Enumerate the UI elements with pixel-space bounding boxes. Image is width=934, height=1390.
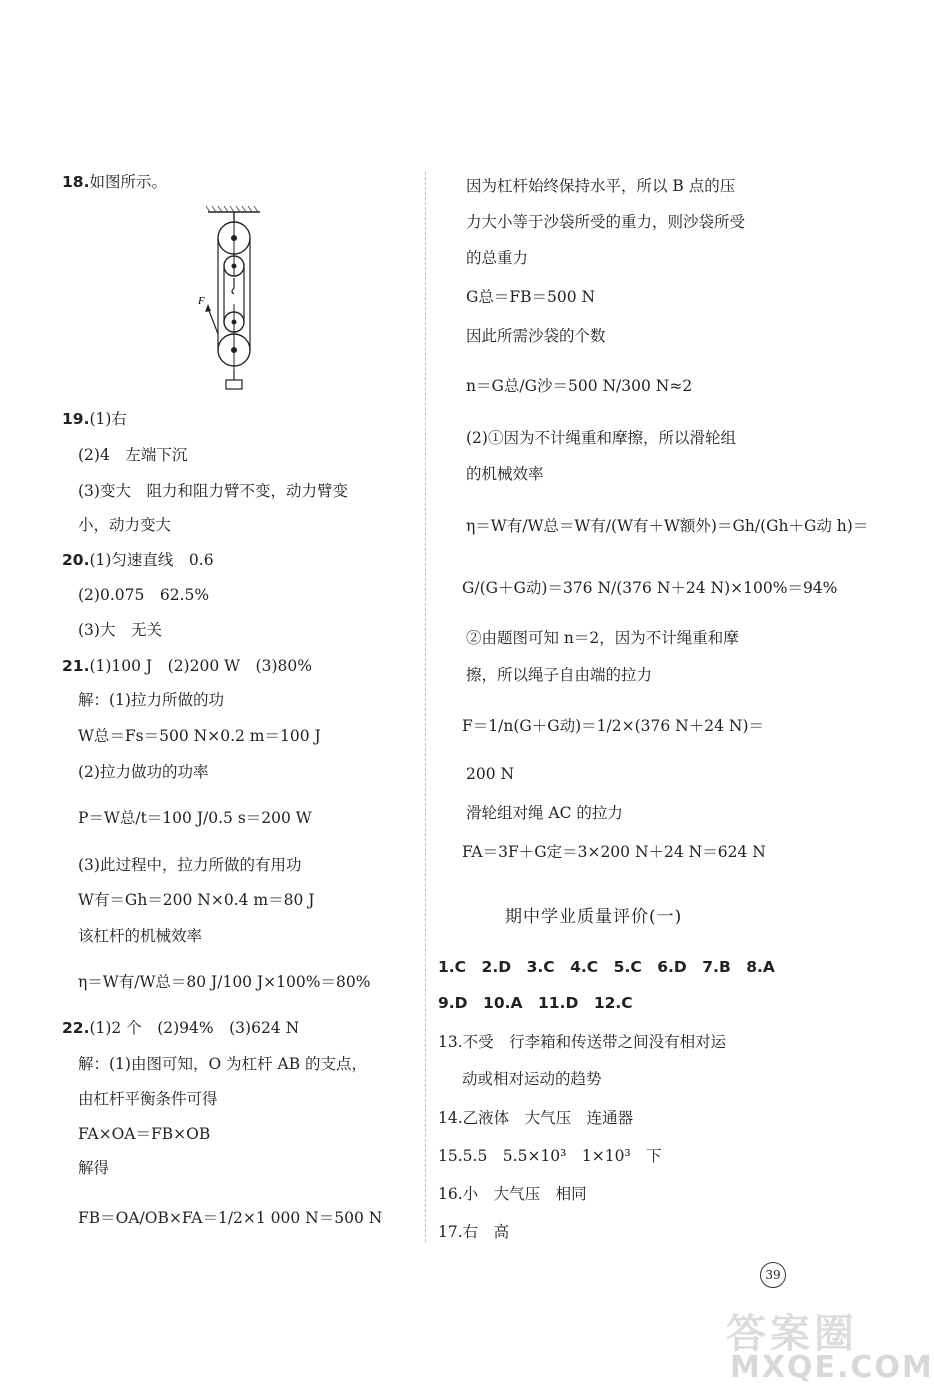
- section-title: 期中学业质量评价(一): [505, 907, 683, 927]
- right-line-12: 擦，所以绳子自由端的拉力: [466, 666, 653, 684]
- q21-line-6: (3)此过程中，拉力所做的有用功: [78, 856, 302, 874]
- answers-line-4: 动或相对运动的趋势: [462, 1070, 602, 1088]
- answers-line-1: 1.C 2.D 3.C 4.C 5.C 6.D 7.B 8.A: [438, 958, 775, 976]
- right-line-14: 200 N: [466, 765, 515, 783]
- answers-line-3: 13.不受 行李箱和传送带之间没有相对运: [438, 1033, 727, 1051]
- q18-number: 18.: [62, 173, 90, 191]
- answers-line-7: 16.小 大气压 相同: [438, 1185, 587, 1203]
- q22-number: 22.: [62, 1019, 90, 1037]
- q22-line-2: 解：(1)由图可知，O 为杠杆 AB 的支点，: [78, 1055, 368, 1073]
- column-divider: [425, 172, 426, 1242]
- right-line-2: 力大小等于沙袋所受的重力，则沙袋所受: [466, 213, 746, 231]
- q19-line-3: (3)变大 阻力和阻力臂不变，动力臂变: [78, 482, 348, 500]
- answers-line-2: 9.D 10.A 11.D 12.C: [438, 994, 633, 1012]
- q22-line-5: 解得: [78, 1159, 110, 1177]
- q19-line-1: 19.(1)右: [62, 410, 127, 428]
- q19-line-2: (2)4 左端下沉: [78, 446, 188, 464]
- watermark-url: MXQE.COM: [730, 1350, 934, 1385]
- force-label: F: [198, 295, 205, 307]
- answers-line-8: 17.右 高: [438, 1223, 510, 1241]
- answers-line-6: 15.5.5 5.5×10³ 1×10³ 下: [438, 1147, 662, 1165]
- page-number: 39: [760, 1262, 786, 1288]
- q21-line-5: P＝W总/t＝100 J/0.5 s＝200 W: [78, 809, 312, 827]
- q22-line-1: 22.(1)2 个 (2)94% (3)624 N: [62, 1019, 300, 1037]
- q21-line-3: W总＝Fs＝500 N×0.2 m＝100 J: [78, 727, 321, 745]
- right-line-9: η＝W有/W总＝W有/(W有＋W额外)＝Gh/(Gh＋G动 h)＝: [466, 517, 869, 535]
- right-line-1: 因为杠杆始终保持水平，所以 B 点的压: [466, 177, 736, 195]
- q21-line-8: 该杠杆的机械效率: [78, 927, 203, 945]
- q20-line-3: (3)大 无关: [78, 621, 162, 639]
- q20-number: 20.: [62, 551, 90, 569]
- q18-text: 如图所示。: [89, 173, 167, 191]
- right-line-15: 滑轮组对绳 AC 的拉力: [466, 804, 623, 822]
- q19-number: 19.: [62, 410, 90, 428]
- right-line-13: F＝1/n(G＋G动)＝1/2×(376 N＋24 N)＝: [462, 717, 764, 735]
- q22-line-4: FA×OA＝FB×OB: [78, 1125, 211, 1143]
- right-line-4: G总＝FB＝500 N: [466, 288, 596, 306]
- pulley-diagram: [198, 204, 268, 394]
- q22-line-3: 由杠杆平衡条件可得: [78, 1090, 218, 1108]
- q21-line-2: 解：(1)拉力所做的功: [78, 691, 224, 709]
- watermark-logo: 答案圈: [726, 1311, 858, 1357]
- q18-line: [62, 172, 167, 192]
- q21-line-7: W有＝Gh＝200 N×0.4 m＝80 J: [78, 891, 315, 909]
- q21-line-9: η＝W有/W总＝80 J/100 J×100%＝80%: [78, 973, 371, 991]
- right-line-10: G/(G＋G动)＝376 N/(376 N＋24 N)×100%＝94%: [462, 579, 838, 597]
- q21-line-4: (2)拉力做功的功率: [78, 763, 209, 781]
- answers-line-5: 14.乙液体 大气压 连通器: [438, 1109, 634, 1127]
- right-line-8: 的机械效率: [466, 465, 544, 483]
- q21-number: 21.: [62, 657, 90, 675]
- q21-line-1: 21.(1)100 J (2)200 W (3)80%: [62, 657, 312, 675]
- q19-line-4: 小，动力变大: [78, 516, 172, 534]
- q22-line-6: FB＝OA/OB×FA＝1/2×1 000 N＝500 N: [78, 1209, 383, 1227]
- right-line-6: n＝G总/G沙＝500 N/300 N≈2: [466, 377, 693, 395]
- right-line-7: (2)①因为不计绳重和摩擦，所以滑轮组: [466, 429, 736, 447]
- q20-line-1: 20.(1)匀速直线 0.6: [62, 551, 214, 569]
- right-line-16: FA＝3F＋G定＝3×200 N＋24 N＝624 N: [462, 843, 766, 861]
- right-line-5: 因此所需沙袋的个数: [466, 327, 606, 345]
- q20-line-2: (2)0.075 62.5%: [78, 586, 210, 604]
- right-line-3: 的总重力: [466, 249, 529, 267]
- right-line-11: ②由题图可知 n＝2，因为不计绳重和摩: [466, 629, 739, 647]
